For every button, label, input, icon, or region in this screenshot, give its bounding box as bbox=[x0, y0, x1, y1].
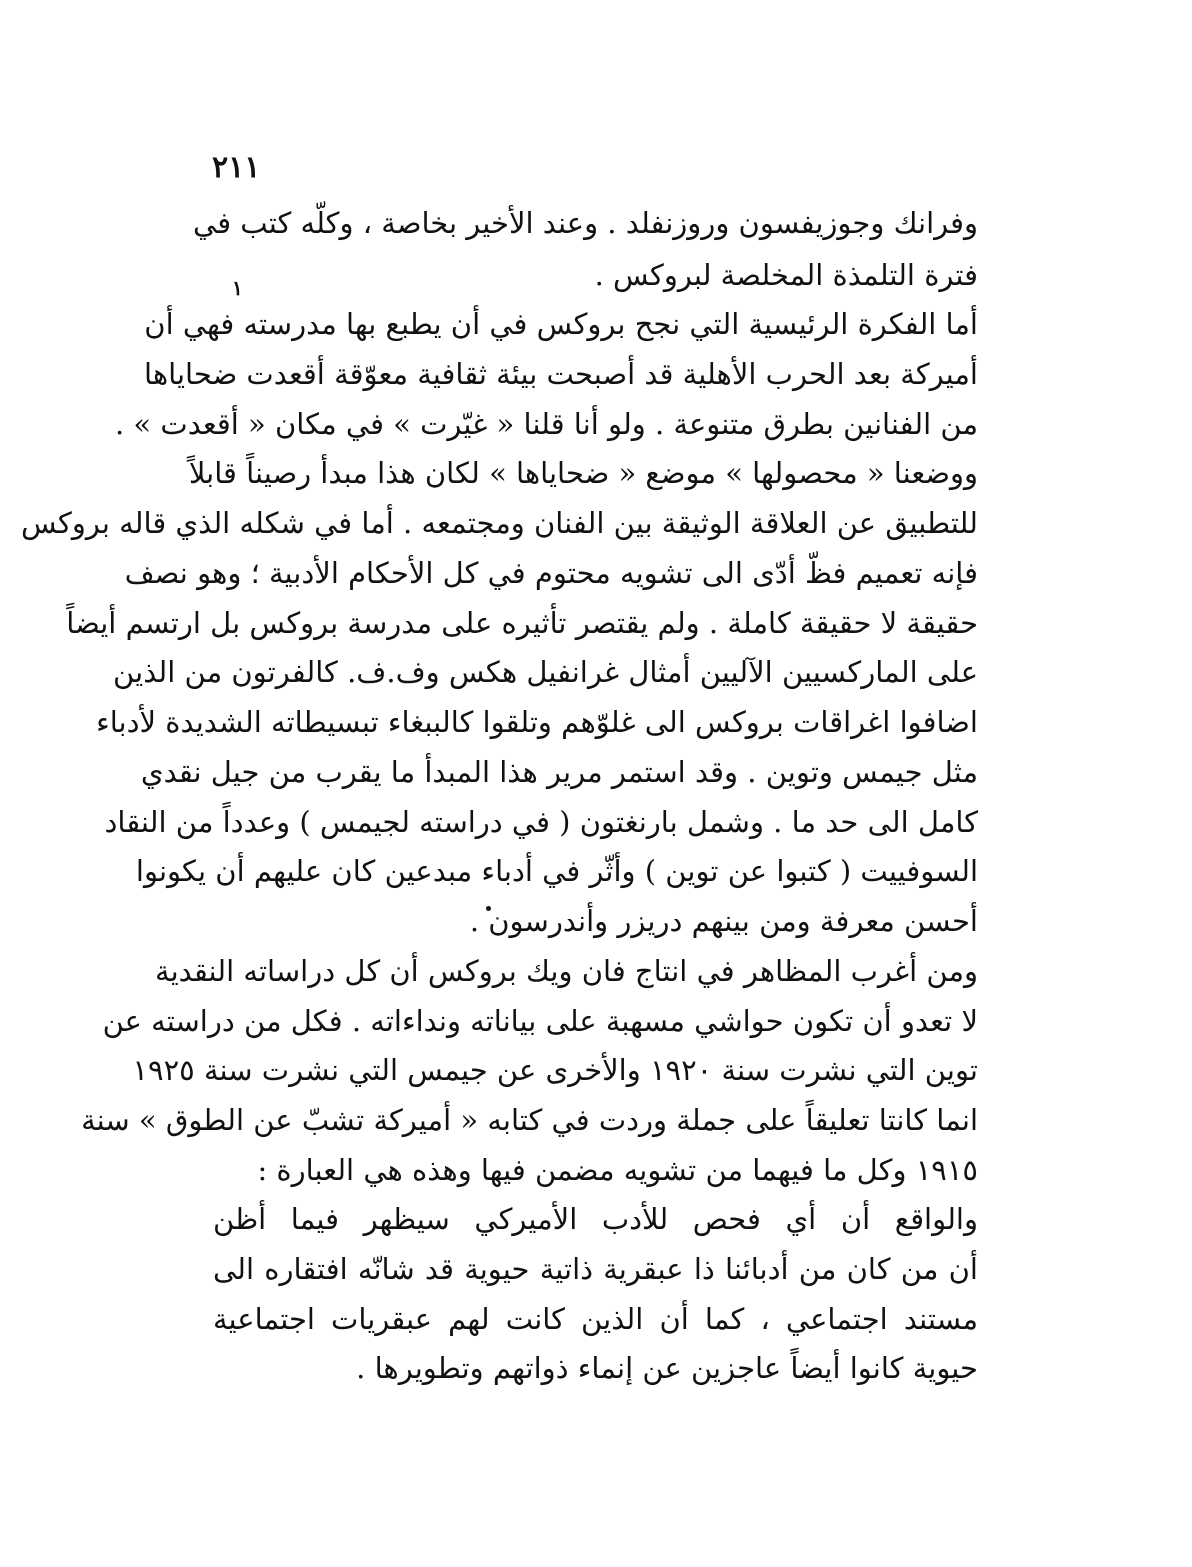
text-line: وفرانك وجوزيفسون وروزنفلد . وعند الأخير بخاصة ، وكلّه كتب في bbox=[193, 206, 978, 240]
text-line: فإنه تعميم فظّ أدّى الى تشويه محتوم في كل الأحكام الأدبية ؛ وهو نصف bbox=[124, 556, 978, 590]
text-line: توين التي نشرت سنة ١٩٢٠ والأخرى عن جيمس التي نشرت سنة ١٩٢٥ bbox=[132, 1053, 978, 1087]
text-line: السوفييت ( كتبوا عن توين ) وأثّر في أدباء مبدعين كان عليهم أن يكونوا bbox=[135, 854, 978, 888]
text-line: على الماركسيين الآليين أمثال غرانفيل هكس وف.ف. كالفرتون من الذين bbox=[113, 655, 978, 689]
footnote-mark: ١ bbox=[232, 276, 243, 300]
text-line: ومن أغرب المظاهر في انتاج فان ويك بروكس أن كل دراساته النقدية bbox=[155, 954, 978, 988]
text-line: حقيقة لا حقيقة كاملة . ولم يقتصر تأثيره على مدرسة بروكس بل ارتسم أيضاً bbox=[66, 606, 978, 640]
text-line: من الفنانين بطرق متنوعة . ولو أنا قلنا « غيّرت » في مكان « أقعدت » . bbox=[115, 407, 978, 441]
page-number: ٢١١ bbox=[212, 150, 261, 185]
text-line: حيوية كانوا أيضاً عاجزين عن إنماء ذواتهم وتطويرها . bbox=[356, 1351, 978, 1385]
text-line: ووضعنا « محصولها » موضع « ضحاياها » لكان هذا مبدأ رصيناً قابلاً bbox=[188, 456, 978, 490]
text-line: أميركة بعد الحرب الأهلية قد أصبحت بيئة ثقافية معوّقة أقعدت ضحاياها bbox=[143, 357, 978, 391]
text-line: ١٩١٥ وكل ما فيهما من تشويه مضمن فيها وهذه هي العبارة : bbox=[257, 1153, 978, 1187]
text-line: أما الفكرة الرئيسية التي نجح بروكس في أن يطبع بها مدرسته فهي أن bbox=[144, 307, 978, 341]
text-line: كامل الى حد ما . وشمل بارنغتون ( في دراسته لجيمس ) وعدداً من النقاد bbox=[104, 805, 978, 839]
text-line: انما كانتا تعليقاً على جملة وردت في كتابه « أميركة تشبّ عن الطوق » سنة bbox=[81, 1103, 978, 1137]
text-line: فترة التلمذة المخلصة لبروكس . bbox=[594, 258, 978, 292]
text-line: لا تعدو أن تكون حواشي مسهبة على بياناته ونداءاته . فكل من دراسته عن bbox=[102, 1004, 978, 1038]
text-line: مستند اجتماعي ، كما أن الذين كانت لهم عبقريات اجتماعية bbox=[213, 1302, 978, 1336]
text-line: مثل جيمس وتوين . وقد استمر مرير هذا المبدأ ما يقرب من جيل نقدي bbox=[140, 755, 978, 789]
text-line: أحسن معرفة ومن بينهم دريزر وأندرسون . bbox=[469, 904, 978, 938]
text-line: والواقع أن أي فحص للأدب الأميركي سيظهر فيما أظن bbox=[213, 1202, 978, 1236]
text-line: أن من كان من أدبائنا ذا عبقرية ذاتية حيوية قد شانّه افتقاره الى bbox=[213, 1252, 978, 1286]
text-line: اضافوا اغراقات بروكس الى غلوّهم وتلقوا كالببغاء تبسيطاته الشديدة لأدباء bbox=[96, 705, 978, 739]
text-line: للتطبيق عن العلاقة الوثيقة بين الفنان ومجتمعه . أما في شكله الذي قاله بروكس bbox=[21, 506, 978, 540]
